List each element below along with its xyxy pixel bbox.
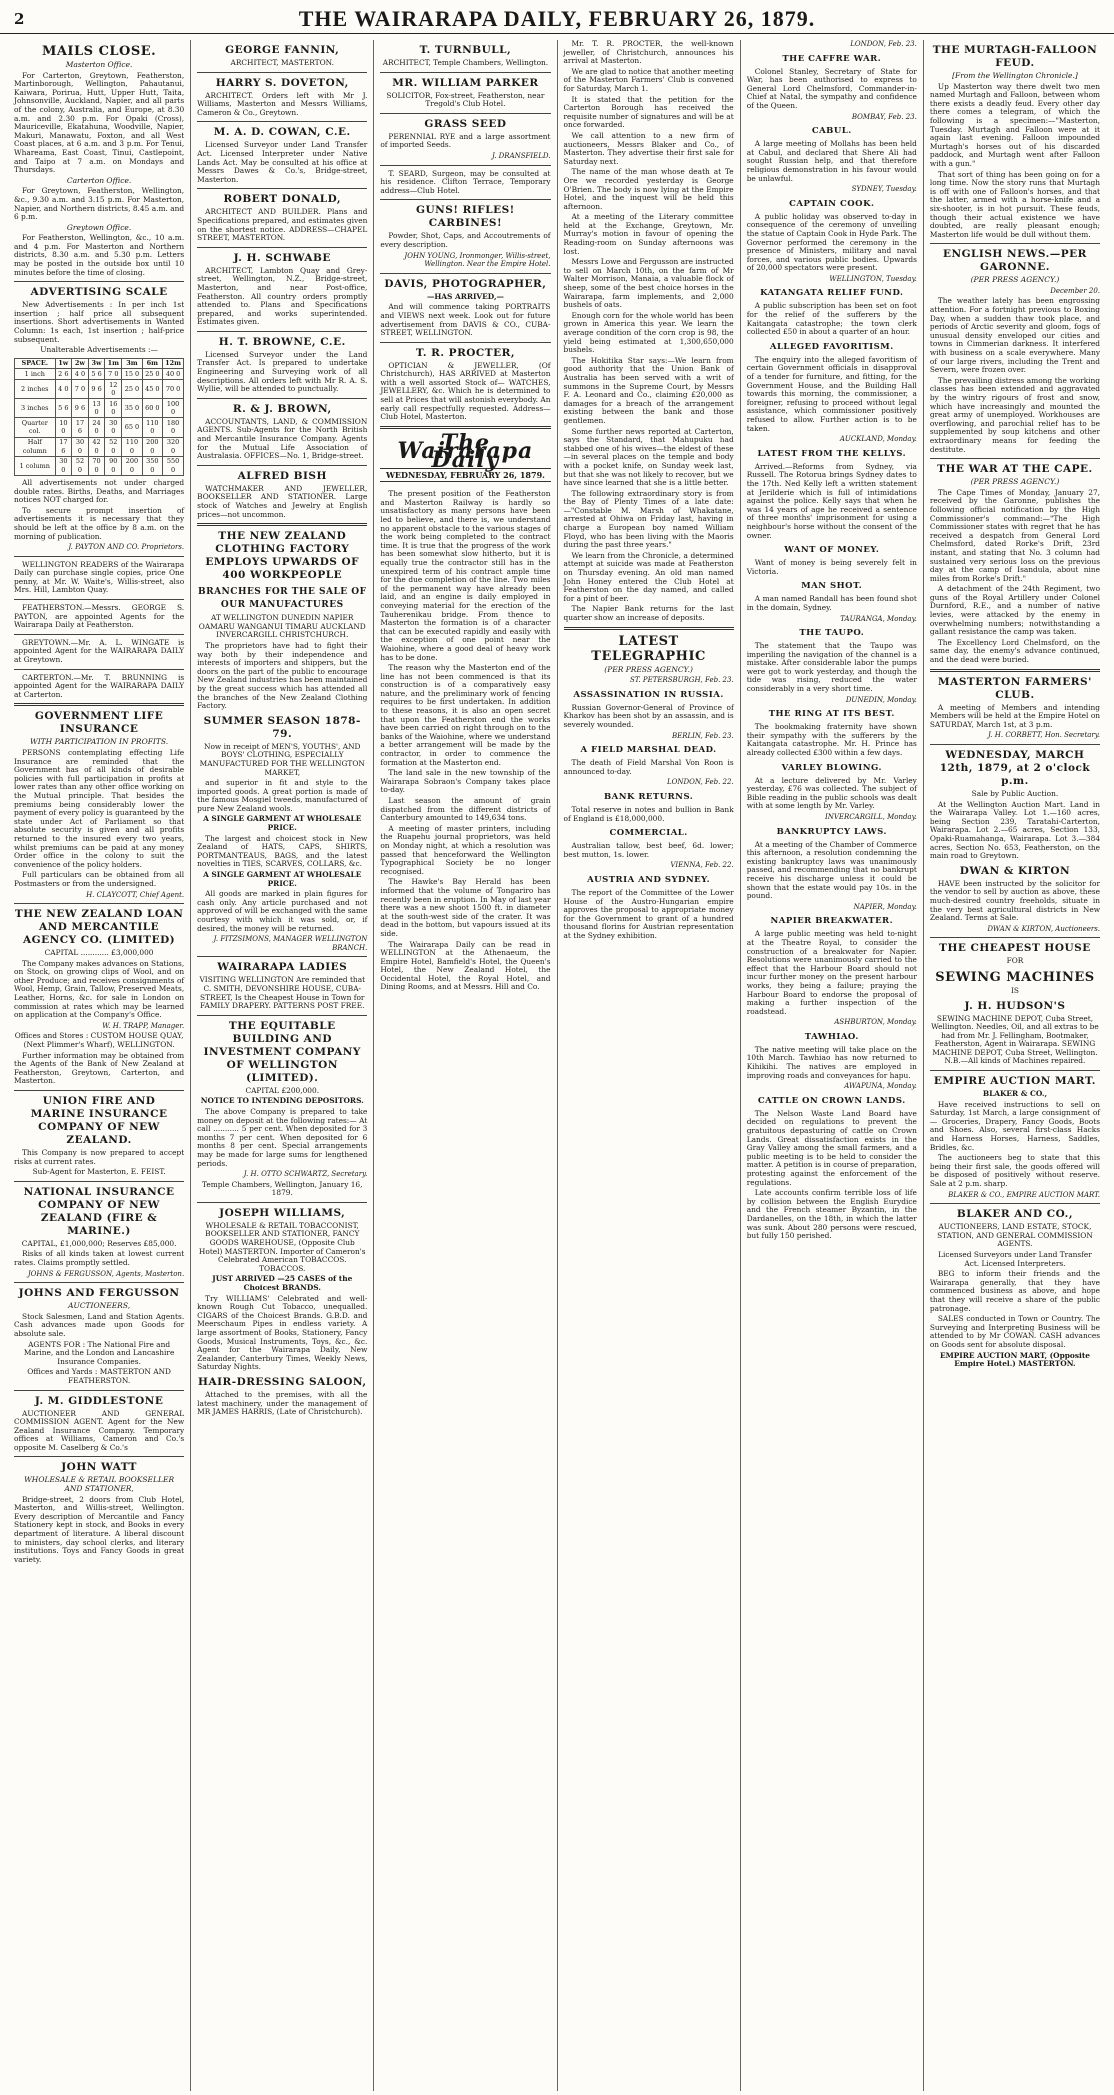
rates-cell: 40 0 xyxy=(163,369,184,380)
ring-heading: THE RING AT ITS BEST. xyxy=(768,709,895,720)
mails-heading: MAILS CLOSE. xyxy=(41,44,157,59)
bish-text: WATCHMAKER AND JEWELLER, BOOKSELLER AND STATIONER. Large stock of Watches and Jewelry at English prices—not uncommon. xyxy=(197,483,368,519)
wednesday-sale-text: At the Wellington Auction Mart. Land in the Wairarapa Valley. Lot 1.—160 acres, being Section 239, Taratahi-Carterton, Wairarapa. Lot 2.—65 acres, Section 133, Opaki-Ruamahanga, Wairarapa. Lot 3.—384 acres, Section No. 653, Featherston, on the main road to Greytown. xyxy=(929,799,1101,861)
local-paragraph-10: Some further news reported at Carterton, says the Standard, that Mahupuku had stabbed one of his wives—the eldest of these—in several places on the temple and body with a pocket knife, on Sunday week last, but that she was not likely to recover, but we have since learned that she is a little better. xyxy=(563,426,734,488)
rates-row xyxy=(15,437,184,456)
sewing-is: IS xyxy=(1010,985,1019,995)
rates-row xyxy=(15,369,184,380)
caffre-text: Colonel Stanley, Secretary of State for War, has been authorised to express to General Lord Chelmsford, Commander-in-Chief at Natal, the sympathy and confidence of the Queen. xyxy=(746,66,917,110)
rates-cell: 65 0 xyxy=(122,418,142,437)
rates-header-cell: 1w xyxy=(55,358,72,369)
commercial-text: Australian tallow, best beef, 6d. lower; best mutton, 1s. lower. xyxy=(563,841,734,859)
national-capital: CAPITAL, £1,000,000; Reserves £85,000. xyxy=(21,1238,177,1248)
varley-text: At a lecture delivered by Mr. Varley yesterday, £76 was collected. The subject of Bible reading in the public schools was dealt with at some length by Mr. Varley. xyxy=(746,775,917,811)
war-text-3: The Excellency Lord Chelmsford, on the same day, the enemy's advance continued, and the dead were buried. xyxy=(929,637,1101,665)
dwan-text: HAVE been instructed by the solicitor for the vendor to sell by auction as above, these much-desired country freeholds, situate in the very best agricultural districts in New Zealand. Terms at Sale. xyxy=(929,878,1101,923)
local-paragraph-6: At a meeting of the Literary committee held at the Exchange, Greytown, Mr. Murray's motion in favour of opening the Reading-room on Sunday afternoons was lost. xyxy=(563,212,734,256)
greytown-agent-note: GREYTOWN.—Mr. A. L. WINGATE is appointed Agent for the WAIRARAPA DAILY at Greytown. xyxy=(14,637,185,665)
column-3 xyxy=(374,40,557,2091)
dateline-9: AUCKLAND, Monday. xyxy=(839,435,917,444)
feud-text-2: That sort of thing has been going on for a long time. Now the story runs that Murtagh is off with one of Falloon's horses, and that the latter, armed with a horse-knife and a six-shooter, is in hot pursuit. These feuds, though their actual existence we have doubted, are really pleasant enough; Masterton life would be dull without them. xyxy=(929,169,1101,239)
davis-heading: DAVIS, PHOTOGRAPHER, xyxy=(384,277,547,290)
rates-cell: 200 0 xyxy=(122,456,142,475)
local-paragraph-2: We are glad to notice that another meeting of the Masterton Farmers' Club is convened for Saturday, March 1. xyxy=(563,66,734,93)
bard-text: T. SEARD, Surgeon, may be consulted at his residence. Clifton Terrace, Temporary address—Club Hotel. xyxy=(380,168,551,195)
rates-header-cell: 6m xyxy=(142,358,162,369)
telegraph-sub: (PER PRESS AGENCY.) xyxy=(604,664,693,674)
rates-cell: 70 0 xyxy=(163,380,184,399)
wholesale-heading: A SINGLE GARMENT AT WHOLESALE PRICE. xyxy=(203,814,362,833)
kellys-text: Arrived.—Reforms from Sydney, via Russell. The Rotorua brings Sydney dates to the 17th. Ned Kelly left a written statement at Jerilderie which is full of intimidations against the police. Kelly says that when he was 14 years of age he received a sentence of three months' imprisonment for using a neighbour's horse without the consent of the owner. xyxy=(746,461,917,540)
doveton-text: ARCHITECT. Orders left with Mr J. Williams, Masterton and Messrs Williams, Cameron & Co., Greytown. xyxy=(197,90,368,117)
dateline-13: NAPIER, Monday. xyxy=(853,902,917,911)
blaker-text-2: BEG to inform their friends and the Wairarapa generally, that they have commenced business as above, and hope that they will receive a share of the public patronage. xyxy=(929,1269,1101,1313)
leader-paragraph-2: The reason why the Masterton end of the line has not been commenced is that its construction is of a comparatively easy nature, and the preliminary work of fencing requires to be first undertaken. In addition to these reasons, it is also an open secret that upon the Featherston end the works have been carried on right through on to the banks of the Waiohine, where we understand a better arrangement will be made by the contractor, in order to commence the formation at the Masterton end. xyxy=(380,663,551,767)
rates-cell: 5 6 xyxy=(88,369,105,380)
bank-text: Total reserve in notes and bullion in Bank of England is £18,000,000. xyxy=(563,804,734,823)
page-number: 2 xyxy=(14,9,25,28)
blaker-text-3: SALES conducted in Town or Country. The Surveying and Interpreting Business will be attended to by Mr COWAN. CASH advances on Goods sent for absolute disposal. xyxy=(929,1314,1101,1349)
cook-text: A public holiday was observed to-day in consequence of the ceremony of unveiling the statue of Captain Cook in Hyde Park. The Governor performed the ceremony in the presence of Ministers, military and naval forces, and various public bodies. Upwards of 20,000 spectators were present. xyxy=(746,211,917,273)
collision-text: Late accounts confirm terrible loss of life by collision between the English Eurydice and the French steamer Byzantin, in the Dardanelles, on the 18th, in which the latter was sunk. About 280 persons were rescued, but fully 150 perished. xyxy=(746,1188,917,1241)
dwan-signature: DWAN & KIRTON, Auctioneers. xyxy=(987,924,1101,933)
nzla-heading: THE NEW ZEALAND LOAN AND MERCANTILE AGENCY CO. (LIMITED) xyxy=(14,908,184,947)
ladies-heading: WAIRARAPA LADIES xyxy=(217,961,348,974)
watt-text: Bridge-street, 2 doors from Club Hotel, Masterton, and Willis-street, Wellington. Every description of Mercantile and Fancy Stationery kept in stock, and Books in every department of literature. A liberal discount to ministers, day school clerks, and literary institutions. Toys and Fancy Goods in great variety. xyxy=(14,1494,185,1564)
napier-text: A large public meeting was held to-night at the Theatre Royal, to consider the construction of a breakwater for Napier. Resolutions were unanimously carried to the effect that the Harbour Board should not incur further money on the present harbour works, they being a failure; praying the Harbour Board to endorse the proposal of making a further inspection of the roadstead. xyxy=(746,929,917,1016)
leader-paragraph-1: The present position of the Featherston and Masterton Railway is hardly so unsatisfactory as many persons have been led to believe, and there is, we understand no apparent obstacle to the various stages of the work being completed to the contract time. It is true that the progress of the work has been somewhat slow hitherto, but it is equally true the contractor still has in the unexpired term of his contract ample time for the due completion of the line. Two miles of the permanent way have already been laid, and an engine is daily employed in conveying material for the erection of the Tauherenikau bridge. From thence to Masterton the formation is of a character that can be executed rapidly and easily with the exception of one point near the Waiohine, where a good deal of heavy work has to be done. xyxy=(380,489,551,662)
rates-cell: 30 0 xyxy=(72,437,89,456)
taupo-text: The statement that the Taupo was imperiling the navigation of the channel is a mistake. After considerable labor the pumps were got to work yesterday, and though the tide was rising, reduced the water considerably in a very short time. xyxy=(746,641,917,694)
marshal-heading: A FIELD MARSHAL DEAD. xyxy=(580,745,717,756)
telegraph-heading: LATEST TELEGRAPHIC xyxy=(591,633,706,664)
mart-signature: BLAKER & CO., EMPIRE AUCTION MART. xyxy=(948,1190,1101,1199)
donald-text: ARCHITECT AND BUILDER. Plans and Specifications prepared, and estimates given on the shortest notice. ADDRESS—CHAPEL STREET, MASTERTON. xyxy=(197,207,368,243)
leader-paragraph-6: The Hawke's Bay Herald has been informed that the volume of Tongariro has recently been in eruption. In May of last year there was a new shoot 1500 ft. in diameter at the south-west side of the crater. It was dead in the bottom, but vapours issued at its side. xyxy=(380,877,551,938)
rates-cell: 35 0 xyxy=(122,399,142,418)
brown-heading: R. & J. BROWN, xyxy=(232,402,332,415)
rates-row xyxy=(15,399,184,418)
gov-insurance-heading: GOVERNMENT LIFE INSURANCE xyxy=(34,710,164,736)
page-columns xyxy=(8,40,1106,2091)
dateline-7: SYDNEY, Tuesday. xyxy=(851,185,917,194)
national-heading: NATIONAL INSURANCE COMPANY OF NEW ZEALAND (FIRE & MARINE.) xyxy=(23,1185,175,1237)
dateline-14: ASHBURTON, Monday. xyxy=(834,1018,917,1027)
favoritism-heading: ALLEGED FAVORITISM. xyxy=(769,341,894,352)
rates-cell: 5 6 xyxy=(55,399,72,418)
varley-heading: VARLEY BLOWING. xyxy=(781,762,882,773)
nzcf-branches: AT WELLINGTON DUNEDIN NAPIER OAMARU WANGANUI TIMARU AUCKLAND INVERCARGILL CHRISTCHURCH. xyxy=(198,613,366,640)
rates-cell: 200 0 xyxy=(142,437,162,456)
dateline-3: LONDON, Feb. 22. xyxy=(667,778,734,787)
schwabe-text: ARCHITECT, Lambton Quay and Grey-street, Wellington, N.Z., Bridge-street, Masterton, and near Post-office, Featherston. All country orders promptly attended to. Plans and Specifications prepared, and works superintended. Estimates given. xyxy=(197,265,368,327)
rates-cell: Half column xyxy=(15,437,56,456)
column-1 xyxy=(8,40,191,2091)
money-text: Want of money is being severely felt in Victoria. xyxy=(746,558,917,576)
banner-date: WEDNESDAY, FEBRUARY 26, 1879. xyxy=(380,468,550,483)
equitable-address: Temple Chambers, Wellington, January 16, 1879. xyxy=(202,1179,363,1198)
rates-cell: 100 0 xyxy=(163,399,184,418)
advertising-heading: ADVERTISING SCALE xyxy=(30,286,168,299)
rates-row xyxy=(15,456,184,475)
local-paragraph-4: We call attention to a new firm of auctioneers, Messrs Blaker and Co., of Masterton. They advertise their first sale for Saturday next. xyxy=(563,130,734,166)
dateline-11: DUNEDIN, Monday. xyxy=(845,695,917,704)
rates-header-cell: 12m xyxy=(163,358,184,369)
rates-cell: 30 0 xyxy=(105,418,122,437)
rates-cell: 17 6 xyxy=(72,418,89,437)
column-4 xyxy=(558,40,741,2091)
turnbull-heading: T. TURNBULL, xyxy=(419,44,512,56)
rates-header-cell: 3m xyxy=(122,358,142,369)
rates-cell: 42 0 xyxy=(88,437,105,456)
blaker-sub: AUCTIONEERS, LAND ESTATE, STOCK, STATION, AND GENERAL COMMISSION AGENTS. xyxy=(937,1222,1093,1249)
leader-paragraph-5: A meeting of master printers, including the Ruapehu journal proprietors, was held on Monday night, at which a resolution was passed that henceforward the Wellington Typographical Society be no longer recognised. xyxy=(380,823,551,876)
hair-text: Attached to the premises, with all the latest machinery, under the management of MR JAMES HARRIS, (Late of Christchurch). xyxy=(197,1389,368,1417)
marshal-text: The death of Field Marshal Von Roon is announced to-day. xyxy=(563,758,734,776)
rates-row xyxy=(15,418,184,437)
rates-cell: 30 0 xyxy=(55,456,72,475)
procter-text: OPTICIAN & JEWELLER, (Of Christchurch), HAS ARRIVED at Masterton with a well assorted Stock of— WATCHES, JEWELLERY, &c. Which he is determined to sell at Prices that will astonish everybody. An early call respectfully requested. Address—Club Hotel, Masterton. xyxy=(380,360,551,422)
nzla-signature: W. H. TRAPP, Manager. xyxy=(102,1021,185,1030)
rates-row xyxy=(15,380,184,399)
johns-agents: AGENTS FOR : The National Fire and Marine, and the London and Lancashire Insurance Companies. xyxy=(23,1339,175,1366)
dateline-15: AWAPUNA, Monday. xyxy=(844,1082,917,1091)
news-date: December 20. xyxy=(1050,286,1101,295)
money-heading: WANT OF MONEY. xyxy=(784,545,880,556)
gov-insurance-sub: WITH PARTICIPATION IN PROFITS. xyxy=(30,737,169,747)
war-heading: THE WAR AT THE CAPE. xyxy=(937,463,1093,476)
cattle-heading: CATTLE ON CROWN LANDS. xyxy=(757,1095,906,1106)
cheapest-heading: THE CHEAPEST HOUSE xyxy=(939,942,1091,955)
davis-text: And will commence taking PORTRAITS and VIEWS next week. Look out for future advertisement from DAVIS & CO., CUBA-STREET, WELLINGTON. xyxy=(380,302,551,338)
johns-heading: JOHNS AND FERGUSSON xyxy=(18,1287,180,1300)
news-text-2: The prevailing distress among the working classes has been extended and aggravated by the wintry rigours of frost and snow, which have increasingly and mounted the great army of unemployed. Workhouses are overflowing, and parochial relief has to be supplemented by soup kitchens and other extraordinary means for feeding the destitute. xyxy=(929,375,1101,454)
rates-cell: 13 0 xyxy=(88,399,105,418)
local-paragraph-13: The Napier Bank returns for the last quarter show an increase of deposits. xyxy=(563,604,734,622)
wholesale-text-2: All goods are marked in plain figures for cash only. Any article purchased and not approved of will be exchanged with the same courtesy with which it was sold, or, if desired, the money will be returned. xyxy=(197,889,368,933)
rates-cell: 10 0 xyxy=(55,418,72,437)
rates-cell: Quarter col. xyxy=(15,418,56,437)
caffre-heading: THE CAFFRE WAR. xyxy=(782,53,882,64)
farmers-signature: J. H. CORBETT, Hon. Secretary. xyxy=(988,731,1101,740)
cattle-text: The Nelson Waste Land Board have decided on regulations to prevent the gratuitous depasturing of cattle on Crown Lands. Great dissatisfaction exists in the Gray Valley among the small farmers, and a public meeting is to be held to consider the matter. A petition is in course of preparation, protesting against the enforcement of the regulations. xyxy=(746,1108,917,1187)
column-2 xyxy=(191,40,374,2091)
dateline-1: ST. PETERSBURGH, Feb. 23. xyxy=(629,676,734,685)
rates-cell: 2 inches xyxy=(15,380,56,399)
rates-table xyxy=(14,358,184,476)
summer-heading: SUMMER SEASON 1878-79. xyxy=(203,714,361,740)
rates-cell: 1 column xyxy=(15,456,56,475)
nzcf-text: The proprietors have had to fight their way both by their independence and interests of importers and shippers, but the doors on the part of the public to encourage New Zealand industries has been maintained by the great success which has attended all the branches of the New Zealand Clothing Factory. xyxy=(197,640,368,711)
rates-cell: 110 0 xyxy=(142,418,162,437)
donald-heading: ROBERT DONALD, xyxy=(223,193,342,206)
dateline-8: WELLINGTON, Tuesday. xyxy=(829,274,917,283)
blaker-text: Licensed Surveyors under Land Transfer Act. Licensed Interpreters. xyxy=(938,1249,1092,1268)
middlestone-heading: J. M. GIDDLESTONE xyxy=(34,1394,164,1407)
nzla-info: Further information may be obtained from the Agents of the Bank of New Zealand at Featherston, Greytown, Carterton, and Masterton. xyxy=(14,1050,185,1086)
katangata-text: A public subscription has been set on foot for the relief of the sufferers by the Kaitangata catastrophe; the town clerk collected £50 in about a quarter of an hour. xyxy=(746,301,917,337)
taupo-heading: THE TAUPO. xyxy=(799,628,865,639)
cowan-heading: M. A. D. COWAN, C.E. xyxy=(213,126,351,139)
guns-text: Powder, Shot, Caps, and Accoutrements of every description. xyxy=(380,231,551,249)
national-text: Risks of all kinds taken at lowest current rates. Claims promptly settled. xyxy=(14,1249,185,1267)
equitable-heading: THE EQUITABLE BUILDING AND INVESTMENT COMPANY OF WELLINGTON (LIMITED). xyxy=(203,1019,361,1084)
farmers-text: A meeting of Members and intending Members will be held at the Empire Hotel on SATURDAY, March 1st, at 3 p.m. xyxy=(929,702,1101,729)
rates-cell: 4 0 xyxy=(72,369,89,380)
watt-sub: WHOLESALE & RETAIL BOOKSELLER AND STATIONER, xyxy=(24,1475,175,1494)
ladies-text: VISITING WELLINGTON Are reminded that C. SMITH, DEVONSHIRE HOUSE, CUBA-STREET, Is the Cheapest House in Town for FAMILY DRAPERY. PATTERNS POST FREE. xyxy=(199,975,366,1011)
cowan-text: Licensed Surveyor under Land Transfer Act. Licensed Interpreter under Native Lands Act. May be consulted at his office at Messrs Dawes & Co.'s, Bridge-street, Masterton. xyxy=(197,140,368,184)
war-text-2: A detachment of the 24th Regiment, two guns of the Royal Artillery under Colonel Durnford, R.E., and a number of native levies, were attacked by the enemy in overwhelming numbers; notwithstanding a gallant resistance the camp was taken. xyxy=(929,584,1101,637)
union-heading: UNION FIRE AND MARINE INSURANCE COMPANY OF NEW ZEALAND. xyxy=(30,1095,168,1146)
local-paragraph-3: It is stated that the petition for the Carterton Borough has received the requisite number of signatures and will be at once forwarded. xyxy=(563,94,734,130)
browne-heading: H. T. BROWNE, C.E. xyxy=(218,335,346,348)
gov-insurance-text: PERSONS contemplating effecting Life Insurance are reminded that the Government has of all kinds of desirable policies with full participation in profits at lower rates than any other office working on the Mutual principle. That besides the premiums being considerably lower the payment of every policy is guaranteed by the state under Act of Parliament so that absolute security is given and all profits returned to the insured every two years, whilst premiums can be paid at any money Order office in the colony to suit the convenience of the policy holders. xyxy=(14,748,185,869)
parker-heading: MR. WILLIAM PARKER xyxy=(392,76,539,89)
tawhiao-heading: TAWHIAO. xyxy=(804,1031,859,1042)
watt-heading: JOHN WATT xyxy=(61,1461,137,1474)
rates-cell: 9 6 xyxy=(88,380,105,399)
commercial-heading: COMMERCIAL. xyxy=(609,828,688,839)
union-agent: Sub-Agent for Masterton, E. FEIST. xyxy=(32,1167,166,1177)
editorial-banner xyxy=(380,429,550,482)
leader-paragraph-7: The Wairarapa Daily can be read in WELLINGTON at the Athenaeum, the Empire Hotel, Bamfield's Hotel, the Queen's Hotel, the New Zealand Hotel, the Occidental Hotel, the Royal Hotel, and Dining Rooms, and at Messrs. Hill and Co. xyxy=(380,939,551,992)
equitable-heading-2: NOTICE TO INTENDING DEPOSITORS. xyxy=(200,1096,364,1106)
grass-heading: GRASS SEED xyxy=(424,117,507,130)
rates-header-cell: 1m xyxy=(105,358,122,369)
johns-sub: AUCTIONEERS, xyxy=(68,1301,131,1311)
farmers-heading: MASTERTON FARMERS' CLUB. xyxy=(938,675,1092,701)
grass-signature: J. DRANSFIELD. xyxy=(491,151,551,160)
bish-heading: ALFRED BISH xyxy=(237,469,327,482)
blaker-heading: BLAKER AND CO., xyxy=(956,1208,1073,1221)
rates-cell: 7 0 xyxy=(105,369,122,380)
rates-title: Unalterable Advertisements :— xyxy=(40,345,158,355)
dateline-12: INVERCARGILL, Monday. xyxy=(824,813,917,821)
mart-text-2: The auctioneers beg to state that this being their first sale, the goods offered will be disposed of positively without reserve. Sale at 2 p.m. sharp. xyxy=(929,1153,1101,1188)
banner-name: The Wairarapa Daily xyxy=(397,429,534,474)
advertising-intro: New Advertisements : In per inch 1st insertion ; half price all subsequent insertions. Short advertisements in Wanted Column: 1s each, 1st insertion ; half-price subsequent. xyxy=(14,300,185,344)
williams-arrived: JUST ARRIVED —25 CASES of the Choicest BRANDS. xyxy=(212,1274,353,1293)
nzla-text: The Company makes advances on Stations, on Stock, on growing clips of Wool, and on other Produce; and receives consignments of Wool, Hemp, Grain, Tallow, Preserved Meats, Leather, Horns, &c. for sale in London on commission at rates which may be learned on application at the Company's Office. xyxy=(14,958,185,1020)
rates-header-cell: 2w xyxy=(72,358,89,369)
rates-cell: 90 0 xyxy=(105,456,122,475)
nzcf-heading: THE NEW ZEALAND CLOTHING FACTORY EMPLOYS UPWARDS OF 400 WORKPEOPLE xyxy=(205,530,360,582)
austria-text: The report of the Committee of the Lower House of the Austro-Hungarian empire approves the proposal to appropriate money for the Government to grant of a hundred thousand florins for Austrian representation at the Sydney exhibition. xyxy=(563,887,734,940)
shot-text: A man named Randall has been found shot in the domain, Sydney. xyxy=(746,594,917,612)
fannin-heading: GEORGE FANNIN, xyxy=(225,44,340,56)
gov-insurance-text-2: Full particulars can be obtained from all Postmasters or from the undersigned. xyxy=(14,870,185,888)
parker-text: SOLICITOR, Fox-street, Featherston, near Tregold's Club Hotel. xyxy=(386,90,545,109)
rates-cell: 350 0 xyxy=(142,456,162,475)
middlestone-text: AUCTIONEER AND GENERAL COMMISSION AGENT. Agent for the New Zealand Insurance Company. Temporary offices at Williams, Cameron and Co.'s opposite M. Caselberg & Co.'s xyxy=(14,1408,185,1452)
cabul-heading: CABUL. xyxy=(811,126,852,137)
rates-cell: 15 0 xyxy=(122,369,142,380)
williams-heading: JOSEPH WILLIAMS, xyxy=(219,1206,346,1219)
dateline-6: BOMBAY, Feb. 23. xyxy=(851,112,917,121)
cabul-text: A large meeting of Mollahs has been held at Cabul, and declared that Shere Ali had sought Russian help, and that therefore religious demonstration in his favour would be unlawful. xyxy=(746,139,917,183)
tawhiao-text: The native meeting will take place on the 10th March. Tawhiao has now returned to Kihikihi. The natives are employed in improving roads and conveyances for hapu. xyxy=(746,1044,917,1080)
summer-text: Now in receipt of MEN'S, YOUTHS', AND BOYS' CLOTHING, ESPECIALLY MANUFACTURED FOR THE WELLINGTON MARKET, xyxy=(199,741,365,777)
browne-text: Licensed Surveyor under the Land Transfer Act. Is prepared to undertake Engineering and Surveying work of all descriptions. All orders left with Mr R. A. S. Wyllie, will be attended to punctually. xyxy=(197,349,368,394)
mart-footer: EMPIRE AUCTION MART, (Opposite Empire Hotel.) MASTERTON. xyxy=(939,1350,1090,1369)
fannin-sub: ARCHITECT, MASTERTON. xyxy=(230,58,334,67)
kellys-heading: LATEST FROM THE KELLYS. xyxy=(757,448,907,459)
advertising-note-2: To secure prompt insertion of advertisements it is necessary that they should be left at the office by 8 a.m. on the morning of publication. xyxy=(14,505,185,541)
hudson-heading: J. H. HUDSON'S xyxy=(964,999,1066,1012)
hudson-text: SEWING MACHINE DEPOT, Cuba Street, Wellington. Needles, Oil, and all extras to be had from Mr. J. Fellingham, Bootmaker, Featherston, Agent in Wairarapa. SEWING MACHINE DEPOT, Cuba Street, Wellington. N.B.—All kinds of Machines repaired. xyxy=(931,1013,1099,1066)
bankrupt-heading: BANKRUPTCY LAWS. xyxy=(776,826,887,837)
advertising-signature: J. PAYTON AND CO. Proprietors. xyxy=(68,543,185,552)
rates-cell: 2 6 xyxy=(55,369,72,380)
local-paragraph-11: The following extraordinary story is from the Bay of Plenty Times of a late date:—"Constable M. Marsh of Whakatane, arrested at Ohiwa on Friday last, having in charge a European boy named William Floyd, who has been living with the Maoris during the past three years." xyxy=(563,488,734,550)
rates-cell: 16 0 xyxy=(105,399,122,418)
rates-cell: 550 0 xyxy=(163,456,184,475)
rates-cell: 4 0 xyxy=(55,380,72,399)
rates-header-cell: SPACE. xyxy=(15,358,56,369)
column-6 xyxy=(924,40,1106,2091)
national-signature: JOHNS & FERGUSSON, Agents, Masterton. xyxy=(27,1269,185,1278)
local-paragraph-1: Mr. T. R. PROCTER, the well-known jeweller, of Christchurch, announces his arrival at Masterton. xyxy=(563,40,734,66)
local-paragraph-8: Enough corn for the whole world has been grown in America this year. We learn the average condition of the corn crop is 98, the yield being estimated at 1,300,650,000 bushels. xyxy=(563,310,734,355)
johns-text: Stock Salesmen, Land and Station Agents. Cash advances made upon Goods for absolute sale. xyxy=(14,1311,185,1338)
local-paragraph-12: We learn from the Chronicle, a determined attempt at suicide was made at Featherston on Thursday evening. An old man named John Honey entered the Club Hotel at Featherston on the day named, and called for a pint of beer. xyxy=(563,550,734,603)
williams-text: WHOLESALE & RETAIL TOBACCONIST, BOOKSELLER AND STATIONER, FANCY GOODS WAREHOUSE, (Opposite Club Hotel) MASTERTON. Importer of Cameron's Celebrated American TOBACCOS. TOBACCOS. xyxy=(198,1220,366,1273)
dateline-2: BERLIN, Feb. 23. xyxy=(671,731,734,740)
ring-text: The bookmaking fraternity have shown their sympathy with the sufferers by the Kaitangata catastrophe. Mr. H. Prince has already collected £300 within a few days. xyxy=(746,722,917,758)
guns-heading: GUNS! RIFLES! CARBINES! xyxy=(416,204,515,230)
bankrupt-text: At a meeting of the Chamber of Commerce this afternoon, a resolution condemning the existing bankruptcy laws was unanimously passed, and recommending that no bankrupt receive his discharge unless it could be shown that the estate would pay 10s. in the pound. xyxy=(746,839,917,901)
carterton-office-heading: Carterton Office. xyxy=(66,175,132,185)
hair-heading: HAIR-DRESSING SALOON, xyxy=(198,1375,367,1388)
doveton-heading: HARRY S. DOVETON, xyxy=(215,76,349,89)
napier-heading: NAPIER BREAKWATER. xyxy=(770,916,894,927)
carterton-text: For Greytown, Featherston, Wellington, &c., 9.30 a.m. and 3.15 p.m. For Masterton, Napier, and Northern districts, 8.45 a.m. and 6 p.m. xyxy=(14,186,185,222)
young-signature: JOHN YOUNG, Ironmonger, Willis-street, Wellington. Near the Empire Hotel. xyxy=(404,251,551,269)
rates-cell: 60 0 xyxy=(142,399,162,418)
rates-cell: 25 0 xyxy=(142,369,162,380)
katangata-heading: KATANGATA RELIEF FUND. xyxy=(760,288,904,299)
news-sub: (PER PRESS AGENCY.) xyxy=(970,275,1060,285)
equitable-capital: CAPITAL £200,000. xyxy=(245,1085,320,1095)
dateline-5: LONDON, Feb. 23. xyxy=(850,40,917,48)
summer-text-2: and superior in fit and style to the imported goods. A great portion is made of the famous Mosgiel tweeds, manufactured of pure New Zealand wools. xyxy=(197,778,368,813)
wholesale-text: The largest and choicest stock in New Zealand of HATS, CAPS, SHIRTS, PORTMANTEAUS, BAGS, and the latest novelties in TIES, SCARVES, COLLARS, &c. xyxy=(197,833,368,869)
news-heading: ENGLISH NEWS.—PER GARONNE. xyxy=(942,248,1087,274)
rates-cell: 12 0 xyxy=(105,380,122,399)
mart-sub: BLAKER & CO., xyxy=(982,1089,1048,1099)
featherston-agent-note: FEATHERSTON.—Messrs. GEORGE S. PAYTON, are appointed Agents for the Wairarapa Daily at Featherston. xyxy=(14,603,185,630)
local-paragraph-5: The name of the man whose death at Te Ore we recorded yesterday is George O'Brien. The body is now lying at the Empire Hotel, and the inquest will be held this afternoon. xyxy=(563,167,734,211)
assassination-heading: ASSASSINATION IN RUSSIA. xyxy=(573,689,724,700)
wellington-readers-note: WELLINGTON READERS of the Wairarapa Daily can purchase single copies, price One penny, at Mr. W. Waite's, Willis-street, also Mrs. Hill, Lambton Quay. xyxy=(14,559,185,595)
procter-heading: T. R. PROCTER, xyxy=(415,346,515,359)
feud-text: Up Masterton way there dwelt two men named Murtagh and Falloon, between whom there exists a deadly feud. Every other day there comes a telegram, of which the following is a specimen:—"Masterton, Tuesday. Murtagh and Falloon were at it again last evening. Falloon impounded Murtagh's horses out of his discarded paddock, and Murtagh went after Falloon with a gun." xyxy=(929,81,1101,168)
wednesday-sale-heading: WEDNESDAY, MARCH 12th, 1879, at 2 o'clock p.m. xyxy=(939,749,1091,787)
rates-cell: 180 0 xyxy=(163,418,184,437)
union-text: This Company is now prepared to accept risks at current rates. xyxy=(14,1148,185,1166)
column-5 xyxy=(741,40,924,2091)
news-text: The weather lately has been engrossing attention. For a fortnight previous to Boxing Day, when a sudden thaw took place, and periods of Arctic severity and gloom, fogs of unusual density enveloped our cities and towns in Cimmerian darkness. It interfered with business on a scale everywhere. Many of our large rivers, including the Trent and Severn, were frozen over. xyxy=(929,296,1101,375)
local-paragraph-7: Messrs Lowe and Fergusson are instructed to sell on March 10th, on the farm of Mr Walter Morrison, Manaia, a valuable flock of sheep, some of the best choice horses in the Wairarapa, farm implements, and 2,000 bushels of oats. xyxy=(563,257,734,310)
dateline-10: TAURANGA, Monday. xyxy=(840,614,917,623)
rates-cell: 24 0 xyxy=(88,418,105,437)
masterton-office-heading: Masterton Office. xyxy=(65,60,133,69)
grass-text: PERENNIAL RYE and a large assortment of imported Seeds. xyxy=(380,131,551,150)
feud-sub: [From the Wellington Chronicle.] xyxy=(952,71,1078,80)
rates-cell: 7 0 xyxy=(72,380,89,399)
nzla-offices: Offices and Stores : CUSTOM HOUSE QUAY, (Next Plimmer's Wharf), WELLINGTON. xyxy=(14,1031,184,1050)
mart-heading: EMPIRE AUCTION MART. xyxy=(933,1075,1096,1088)
war-text: The Cape Times of Monday, January 27, received by the Garonne, publishes the following official notification by the High Commissioner's command:—"The High Commissioner states with regret that he has received a despatch from General Lord Chelmsford, dated Rorke's Drift, 23rd instant, and stating that No. 3 column had sustained very serious loss on the previous day at the camp of Isandula, about nine miles from Rorke's Drift." xyxy=(929,487,1101,583)
rates-cell: 9 6 xyxy=(72,399,89,418)
rates-cell: 17 6 xyxy=(55,437,72,456)
bank-heading: BANK RETURNS. xyxy=(603,791,694,802)
greytown-text: For Featherston, Wellington, &c., 10 a.m. and 4 p.m. For Masterton and Northern districts, 8.30 a.m. and 5.30 p.m. Letters may be posted in the outside box until 10 minutes before the time of closing. xyxy=(14,233,185,277)
favoritism-text: The enquiry into the alleged favoritism of certain Government officials in disapproval of a tender for furniture, and fitting, for the Government House, and the Building Hall towards this morning, the commissioner, a foreigner, refusing to proceed without legal assistance, which commissioner positively refused to allow. Further action is to be taken. xyxy=(746,354,917,433)
cook-heading: CAPTAIN COOK. xyxy=(789,198,875,209)
rates-cell: 70 0 xyxy=(88,456,105,475)
rates-cell: 1 inch xyxy=(15,369,56,380)
mart-text: Have received instructions to sell on Saturday, 1st March, a large consignment of— Groceries, Drapery, Fancy Goods, Boots and Shoes. Also, several first-class Hacks and Harness Horses, Harness, Saddles, Bridles, &c. xyxy=(929,1099,1101,1152)
equitable-signature: J. H. OTTO SCHWARTZ, Secretary. xyxy=(243,1170,368,1179)
rates-header-cell: 3w xyxy=(88,358,105,369)
advertising-note: All advertisements not under charged double rates. Births, Deaths, and Marriages notices NOT charged for. xyxy=(14,477,185,505)
masthead xyxy=(0,4,1114,34)
williams-text-2: Try WILLIAMS' Celebrated and well-known Rough Cut Tobacco, unequalled. CIGARS of the Choicest Brands. G.B.D. and Meerschaum Pipes in endless variety. A large assortment of Books, Stationery, Fancy Goods, Musical Instruments, Toys, &c., &c. Agent for the Wairarapa Daily, New Zealander, Canterbury Times, Weekly News, Saturday Nights. xyxy=(197,1293,368,1372)
turnbull-text: ARCHITECT, Temple Chambers, Wellington. xyxy=(382,58,549,67)
fitzsimons-signature: J. FITZSIMONS, MANAGER WELLINGTON BRANCH. xyxy=(213,935,368,952)
local-paragraph-9: The Hokitika Star says:—We learn from good authority that the Union Bank of Australia has been served with a writ of summons in the Supreme Court, by Messrs F. A. Leonard and Co., claiming £20,000 as damages for a breach of the arrangement existing between the bank and those gentlemen. xyxy=(563,355,734,425)
dateline-4: VIENNA, Feb. 22. xyxy=(670,861,734,870)
leader-paragraph-4: Last season the amount of grain dispatched from the different districts of Canterbury amounted to 149,634 tons. xyxy=(380,796,551,823)
carterton-agent-note: CARTERTON.—Mr. T. BRUNNING is appointed Agent for the WAIRARAPA DAILY at Carterton. xyxy=(14,672,185,699)
austria-heading: AUSTRIA AND SYDNEY. xyxy=(587,874,711,885)
rates-cell: 3 inches xyxy=(15,399,56,418)
wholesale-heading-2: A SINGLE GARMENT AT WHOLESALE PRICE. xyxy=(203,870,362,888)
war-sub: (PER PRESS AGENCY.) xyxy=(970,477,1060,487)
assassination-text: Russian Governor-General of Province of Kharkov has been shot by an assassin, and is severely wounded. xyxy=(563,702,734,729)
newspaper-title: THE WAIRARAPA DAILY, FEBRUARY 26, 1879. xyxy=(298,5,816,31)
sewing-heading: SEWING MACHINES xyxy=(935,969,1095,985)
equitable-text: The above Company is prepared to take money on deposit at the following rates:— At call ........... 5 per cent. When deposited for 3 months 7 per cent. When deposited for 6 months 8 per cent. Special arrangements may be made for large sums for lengthened periods. xyxy=(197,1106,368,1168)
davis-sub: —HAS ARRIVED,— xyxy=(426,291,504,301)
greytown-office-heading: Greytown Office. xyxy=(66,222,132,232)
johns-offices: Offices and Yards : MASTERTON AND FEATHERSTON. xyxy=(27,1367,171,1385)
rates-cell: 25 0 xyxy=(122,380,142,399)
rates-cell: 320 0 xyxy=(163,437,184,456)
feud-heading: THE MURTAGH-FALLOON FEUD. xyxy=(932,44,1098,69)
dwan-heading: DWAN & KIRTON xyxy=(959,864,1071,877)
shot-heading: MAN SHOT. xyxy=(801,581,863,592)
nzla-capital: CAPITAL ............ £3,000,000 xyxy=(44,948,154,958)
leader-paragraph-3: The land sale in the new township of the Wairarapa Sobraon's Company takes place to-day. xyxy=(380,768,551,795)
cheapest-for: FOR xyxy=(1006,956,1024,966)
rates-cell: 52 0 xyxy=(105,437,122,456)
rates-cell: 45 0 xyxy=(142,380,162,399)
gov-insurance-signature: H. CLAYCOTT, Chief Agent. xyxy=(86,890,185,899)
wednesday-sale-sub: Sale by Public Auction. xyxy=(971,789,1059,798)
schwabe-heading: J. H. SCHWABE xyxy=(233,251,331,264)
rates-cell: 52 0 xyxy=(72,456,89,475)
mails-text: For Carterton, Greytown, Featherston, Martinborough, Wellington, Pahautanui, Kaiwara, Porirua, Hutt, Upper Hutt, Taita, Johnsonville, Auckland, Napier, and all parts of the colony, Australia, and Europe, at 8.30 a.m. and 2.30 p.m. For Opaki (Cross), Mauriceville, Ekatahuna, Woodville, Napier, Makuri, Manawatu, Foxton, and all West Coast places, at 6 a.m. and 3 p.m. For Tenui, Whareama, East Coast, Tinui, Castlepoint, and Taipo at 7 a.m. on Mondays and Thursdays. xyxy=(14,70,185,175)
nzcf-branches-heading: BRANCHES FOR THE SALE OF OUR MANUFACTURES xyxy=(197,587,367,611)
brown-text: ACCOUNTANTS, LAND, & COMMISSION AGENTS. Sub-Agents for the North British and Mercantile Insurance Company. Agents for the Mutual Life Association of Australasia. OFFICES—No. 1, Bridge-street. xyxy=(197,416,368,461)
rates-cell: 110 0 xyxy=(122,437,142,456)
